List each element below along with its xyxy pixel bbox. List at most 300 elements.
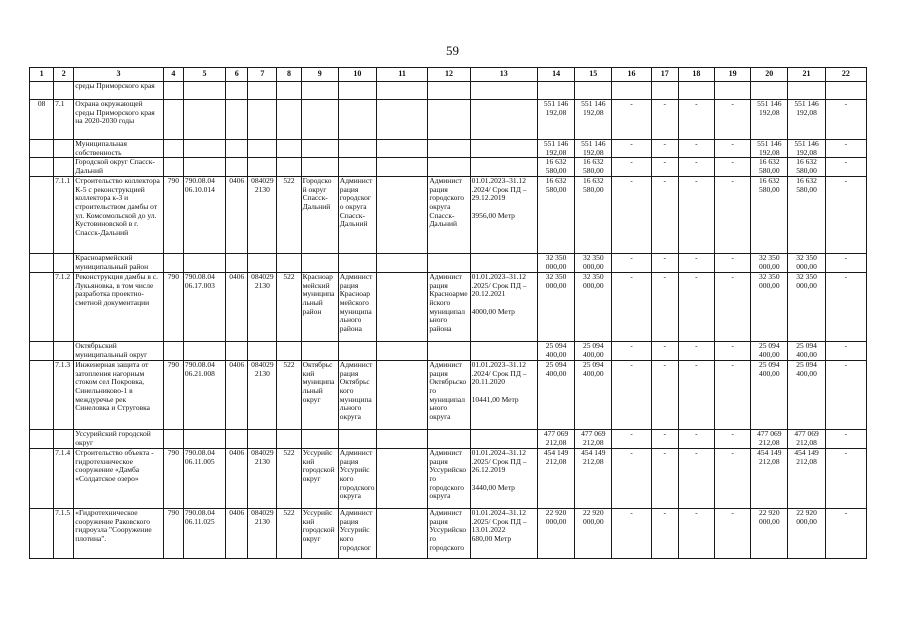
table-cell: 01.01.2024–31.12 .2025/ Срок ПД – 13.01.2022 680,00 Метр: [470, 509, 537, 559]
table-cell: [226, 430, 248, 449]
table-cell: -: [714, 273, 750, 342]
table-cell: 522: [277, 177, 301, 254]
table-cell: 551 146 192,08: [751, 140, 788, 158]
table-cell: [277, 254, 301, 273]
column-header-9: 9: [301, 68, 338, 82]
table-cell: 32 350 000,00: [575, 273, 612, 342]
table-cell: -: [825, 177, 866, 254]
table-row: [30, 158, 867, 177]
table-cell: -: [651, 140, 678, 158]
table-cell: 790: [163, 177, 183, 254]
table-cell: 7.1.2: [54, 273, 74, 342]
table-row: [30, 177, 867, 254]
column-header-12: 12: [428, 68, 470, 82]
table-cell: [377, 449, 428, 509]
table-cell: -: [612, 509, 651, 559]
table-cell: [575, 82, 612, 100]
table-cell: -: [678, 430, 714, 449]
table-cell: [714, 82, 750, 100]
table-cell: 32 350 000,00: [751, 273, 788, 342]
table-cell: [470, 254, 537, 273]
page-number: 59: [446, 43, 459, 58]
table-cell: [377, 82, 428, 100]
table-cell: Админист рация Октябрьско го муниципал ьного округа: [428, 361, 470, 430]
column-header-18: 18: [678, 68, 714, 82]
table-cell: 0406: [226, 177, 248, 254]
table-row: [30, 273, 867, 342]
table-cell: [30, 361, 54, 430]
table-cell: -: [714, 430, 750, 449]
table-cell: Городско й округ Спасск-Дальний: [301, 177, 338, 254]
table-cell: -: [714, 254, 750, 273]
table-cell: [54, 254, 74, 273]
table-cell: -: [825, 509, 866, 559]
table-cell: [226, 254, 248, 273]
table-cell: -: [714, 158, 750, 177]
table-cell: [377, 100, 428, 140]
table-cell: -: [825, 100, 866, 140]
table-cell: [30, 509, 54, 559]
table-cell: 7.1.4: [54, 449, 74, 509]
column-header-8: 8: [277, 68, 301, 82]
table-cell: 01.01.2023–31.12 .2025/ Срок ПД – 20.12.2021 4000,00 Метр: [470, 273, 537, 342]
table-cell: [30, 273, 54, 342]
table-cell: -: [678, 342, 714, 361]
table-cell: -: [714, 140, 750, 158]
table-cell: -: [651, 177, 678, 254]
table-cell: [30, 254, 54, 273]
table-cell: [248, 82, 277, 100]
table-cell: 454 149 212,08: [537, 449, 574, 509]
table-cell: [183, 100, 225, 140]
table-cell: [163, 254, 183, 273]
table-cell: 0406: [226, 361, 248, 430]
table-cell: [338, 342, 376, 361]
table-cell: -: [678, 254, 714, 273]
table-cell: 551 146 192,08: [575, 140, 612, 158]
table-cell: -: [825, 342, 866, 361]
table-cell: [277, 158, 301, 177]
table-cell: [470, 82, 537, 100]
table-cell: 551 146 192,08: [788, 100, 825, 140]
table-cell: [30, 430, 54, 449]
table-cell: -: [678, 158, 714, 177]
table-cell: [183, 140, 225, 158]
table-cell: [226, 342, 248, 361]
table-cell: [226, 140, 248, 158]
table-cell: [277, 140, 301, 158]
table-cell: [183, 254, 225, 273]
table-cell: -: [651, 449, 678, 509]
table-cell: [377, 273, 428, 342]
table-cell: Админист рация Красноарме йского муниципал ьного района: [428, 273, 470, 342]
table-cell: 454 149 212,08: [751, 449, 788, 509]
table-cell: 25 094 400,00: [788, 361, 825, 430]
table-cell: 477 069 212,08: [788, 430, 825, 449]
table-cell: Админист рация Октябрьс кого муниципа льного округа: [338, 361, 376, 430]
table-cell: [248, 158, 277, 177]
table-cell: -: [825, 273, 866, 342]
table-cell: 0406: [226, 509, 248, 559]
table-cell: [338, 82, 376, 100]
table-cell: 790.08.04 06.21.008: [183, 361, 225, 430]
table-cell: -: [714, 100, 750, 140]
table-cell: -: [678, 509, 714, 559]
table-row: [30, 342, 867, 361]
table-cell: [163, 82, 183, 100]
table-cell: -: [612, 100, 651, 140]
table-cell: [183, 430, 225, 449]
table-cell: Админист рация Уссурийс кого городског: [338, 509, 376, 559]
table-cell: 790.08.04 06.11.025: [183, 509, 225, 559]
table-cell: [428, 430, 470, 449]
table-cell: 522: [277, 273, 301, 342]
table-cell: Красноар мейский муниципа льный район: [301, 273, 338, 342]
column-header-22: 22: [825, 68, 866, 82]
column-header-10: 10: [338, 68, 376, 82]
table-cell: 16 632 580,00: [751, 177, 788, 254]
table-cell: 522: [277, 361, 301, 430]
column-header-7: 7: [248, 68, 277, 82]
table-cell: [301, 140, 338, 158]
table-cell: Реконструкция дамбы в с. Лукьяновка, в том числе разработка проектно-сметной документации: [74, 273, 164, 342]
table-cell: -: [714, 177, 750, 254]
table-cell: [277, 430, 301, 449]
table-cell: -: [612, 273, 651, 342]
table-cell: -: [612, 158, 651, 177]
table-cell: 01.01.2023–31.12 .2024/ Срок ПД – 20.11.2020 10441,00 Метр: [470, 361, 537, 430]
table-cell: Уссурийс кий городской округ: [301, 509, 338, 559]
table-cell: [470, 100, 537, 140]
table-cell: 01.01.2024–31.12 .2025/ Срок ПД – 26.12.2019 3440,00 Метр: [470, 449, 537, 509]
table-cell: Инженерная защита от затопления нагорным стоком сел Покровка, Синельниково-1 в междуречье рек Синеловка и Струговка: [74, 361, 164, 430]
table-cell: [301, 430, 338, 449]
table-cell: [54, 82, 74, 100]
table-cell: 084029 2130: [248, 273, 277, 342]
table-cell: [248, 254, 277, 273]
table-cell: 25 094 400,00: [751, 342, 788, 361]
table-cell: 790: [163, 273, 183, 342]
table-cell: [54, 140, 74, 158]
table-cell: [825, 82, 866, 100]
column-header-6: 6: [226, 68, 248, 82]
table-cell: -: [651, 509, 678, 559]
table-cell: 7.1.5: [54, 509, 74, 559]
table-cell: 790.08.04 06.11.005: [183, 449, 225, 509]
column-header-13: 13: [470, 68, 537, 82]
table-cell: 08: [30, 100, 54, 140]
table-cell: -: [678, 177, 714, 254]
table-cell: Октябрьс кий муниципа льный округ: [301, 361, 338, 430]
table-cell: 7.1.1: [54, 177, 74, 254]
table-cell: [30, 140, 54, 158]
table-cell: 25 094 400,00: [537, 342, 574, 361]
table-cell: [226, 100, 248, 140]
table-row: [30, 449, 867, 509]
table-row: [30, 509, 867, 559]
table-cell: Админист рация городског о округа Спасск-Дальний: [338, 177, 376, 254]
table-cell: 16 632 580,00: [537, 177, 574, 254]
table-cell: [428, 254, 470, 273]
column-header-2: 2: [54, 68, 74, 82]
table-cell: [163, 140, 183, 158]
table-cell: [301, 100, 338, 140]
table-cell: среды Приморского края: [74, 82, 164, 100]
table-cell: Строительство объекта - гидротехническое сооружение «Дамба «Солдатское озеро»: [74, 449, 164, 509]
table-cell: [301, 82, 338, 100]
table-cell: 551 146 192,08: [537, 140, 574, 158]
table-cell: 454 149 212,08: [788, 449, 825, 509]
table-cell: [277, 82, 301, 100]
table-cell: Уссурийский городской округ: [74, 430, 164, 449]
table-cell: [338, 430, 376, 449]
table-cell: [338, 100, 376, 140]
column-header-15: 15: [575, 68, 612, 82]
table-cell: [183, 342, 225, 361]
table-cell: -: [678, 361, 714, 430]
table-row: [30, 430, 867, 449]
table-cell: -: [651, 100, 678, 140]
table-cell: 477 069 212,08: [537, 430, 574, 449]
table-cell: 16 632 580,00: [788, 177, 825, 254]
table-cell: [163, 100, 183, 140]
column-header-19: 19: [714, 68, 750, 82]
table-cell: 25 094 400,00: [537, 361, 574, 430]
table-cell: 32 350 000,00: [788, 273, 825, 342]
table-cell: 22 920 000,00: [788, 509, 825, 559]
table-cell: -: [714, 342, 750, 361]
table-cell: [428, 158, 470, 177]
column-header-4: 4: [163, 68, 183, 82]
table-cell: [377, 509, 428, 559]
table-row: [30, 82, 867, 100]
table-cell: [338, 140, 376, 158]
table-cell: [248, 140, 277, 158]
table-cell: [377, 140, 428, 158]
table-cell: Строительство коллектора К-5 с реконструкцией коллектора к-3 и строительством дамбы от ул. Комсомольской до ул. Кустовиновской в г. Спасск-Дальний: [74, 177, 164, 254]
table-cell: -: [678, 100, 714, 140]
table-cell: [163, 158, 183, 177]
table-cell: 16 632 580,00: [575, 158, 612, 177]
table-cell: -: [678, 449, 714, 509]
table-cell: 7.1.3: [54, 361, 74, 430]
table-cell: Октябрьский муниципальный округ: [74, 342, 164, 361]
table-cell: [377, 158, 428, 177]
table-cell: [248, 100, 277, 140]
table-cell: -: [825, 430, 866, 449]
table-row: [30, 361, 867, 430]
table-cell: [377, 177, 428, 254]
column-header-1: 1: [30, 68, 54, 82]
table-cell: 16 632 580,00: [575, 177, 612, 254]
table-cell: -: [678, 140, 714, 158]
table-cell: [301, 254, 338, 273]
table-cell: -: [651, 342, 678, 361]
column-header-17: 17: [651, 68, 678, 82]
table-cell: 7.1: [54, 100, 74, 140]
table-cell: 790.08.04 06.17.003: [183, 273, 225, 342]
table-cell: 084029 2130: [248, 177, 277, 254]
program-table: [29, 67, 867, 559]
table-cell: 25 094 400,00: [575, 361, 612, 430]
table-cell: [651, 82, 678, 100]
table-cell: 22 920 000,00: [575, 509, 612, 559]
table-cell: 790: [163, 361, 183, 430]
table-cell: -: [612, 361, 651, 430]
table-cell: [470, 140, 537, 158]
table-cell: 551 146 192,08: [788, 140, 825, 158]
table-cell: -: [612, 430, 651, 449]
table-cell: Админист рация городского округа Спасск-Дальний: [428, 177, 470, 254]
table-cell: 32 350 000,00: [751, 254, 788, 273]
table-cell: 084029 2130: [248, 449, 277, 509]
table-cell: -: [612, 177, 651, 254]
table-cell: -: [714, 361, 750, 430]
table-cell: Админист рация Уссурийско го городского округа: [428, 449, 470, 509]
table-cell: Админист рация Уссурийс кого городского округа: [338, 449, 376, 509]
table-cell: [301, 342, 338, 361]
table-cell: [377, 254, 428, 273]
table-cell: [470, 158, 537, 177]
column-header-14: 14: [537, 68, 574, 82]
table-cell: -: [678, 273, 714, 342]
table-cell: [30, 158, 54, 177]
table-cell: [226, 82, 248, 100]
table-cell: [338, 254, 376, 273]
table-cell: -: [612, 342, 651, 361]
table-cell: -: [825, 361, 866, 430]
table-cell: Муниципальная собственность: [74, 140, 164, 158]
table-cell: -: [612, 449, 651, 509]
table-cell: 22 920 000,00: [751, 509, 788, 559]
table-cell: [163, 430, 183, 449]
column-header-20: 20: [751, 68, 788, 82]
table-cell: [30, 82, 54, 100]
table-cell: 551 146 192,08: [751, 100, 788, 140]
table-cell: -: [714, 449, 750, 509]
table-cell: [338, 158, 376, 177]
table-cell: 084029 2130: [248, 361, 277, 430]
table-cell: -: [651, 158, 678, 177]
table-cell: [30, 449, 54, 509]
table-cell: [183, 158, 225, 177]
table-cell: 16 632 580,00: [537, 158, 574, 177]
table-cell: -: [825, 449, 866, 509]
table-cell: [226, 158, 248, 177]
table-cell: 01.01.2023–31.12 .2024/ Срок ПД – 29.12.2019 3956,00 Метр: [470, 177, 537, 254]
table-cell: [537, 82, 574, 100]
table-cell: 551 146 192,08: [537, 100, 574, 140]
column-header-21: 21: [788, 68, 825, 82]
table-cell: Админист рация Уссурийско го городского: [428, 509, 470, 559]
table-cell: 790: [163, 509, 183, 559]
table-cell: 16 632 580,00: [788, 158, 825, 177]
table-cell: [788, 82, 825, 100]
table-cell: Красноармейский муниципальный район: [74, 254, 164, 273]
table-cell: 32 350 000,00: [575, 254, 612, 273]
table-cell: [428, 342, 470, 361]
table-cell: 454 149 212,08: [575, 449, 612, 509]
table-cell: [248, 342, 277, 361]
table-cell: [54, 430, 74, 449]
table-cell: 32 350 000,00: [788, 254, 825, 273]
table-cell: Админист рация Красноар мейского муниципа льного района: [338, 273, 376, 342]
table-cell: 16 632 580,00: [751, 158, 788, 177]
table-cell: Уссурийс кий городской округ: [301, 449, 338, 509]
table-row: [30, 100, 867, 140]
table-cell: -: [714, 509, 750, 559]
table-cell: [377, 342, 428, 361]
table-cell: 522: [277, 509, 301, 559]
table-cell: [428, 100, 470, 140]
table-cell: [277, 342, 301, 361]
table-cell: 0406: [226, 449, 248, 509]
table-cell: [377, 430, 428, 449]
table-cell: 25 094 400,00: [751, 361, 788, 430]
table-cell: 477 069 212,08: [575, 430, 612, 449]
table-cell: [470, 342, 537, 361]
table-cell: 25 094 400,00: [788, 342, 825, 361]
table-cell: [248, 430, 277, 449]
column-header-11: 11: [377, 68, 428, 82]
table-cell: 551 146 192,08: [575, 100, 612, 140]
table-row: [30, 140, 867, 158]
table-cell: 790: [163, 449, 183, 509]
header-row: [30, 68, 867, 82]
table-cell: 22 920 000,00: [537, 509, 574, 559]
table-cell: 0406: [226, 273, 248, 342]
table-cell: [54, 342, 74, 361]
table-cell: [612, 82, 651, 100]
table-cell: 477 069 212,08: [751, 430, 788, 449]
table-cell: [678, 82, 714, 100]
table-cell: [30, 342, 54, 361]
table-cell: [428, 140, 470, 158]
table-cell: -: [651, 430, 678, 449]
table-cell: -: [612, 140, 651, 158]
table-cell: -: [825, 140, 866, 158]
table-cell: -: [825, 158, 866, 177]
column-header-3: 3: [74, 68, 164, 82]
table-cell: -: [651, 273, 678, 342]
table-cell: [301, 158, 338, 177]
table-cell: 25 094 400,00: [575, 342, 612, 361]
column-header-16: 16: [612, 68, 651, 82]
table-cell: 522: [277, 449, 301, 509]
table-cell: [428, 82, 470, 100]
table-cell: -: [651, 254, 678, 273]
table-cell: -: [825, 254, 866, 273]
table-cell: «Гидротехническое сооружение Раковского гидроузла "Сооружение плотина".: [74, 509, 164, 559]
table-cell: [377, 361, 428, 430]
table-cell: 790.08.04 06.10.014: [183, 177, 225, 254]
table-cell: [183, 82, 225, 100]
table-cell: 32 350 000,00: [537, 273, 574, 342]
table-cell: [30, 177, 54, 254]
table-cell: [54, 158, 74, 177]
table-cell: Охрана окружающей среды Приморского края на 2020-2030 годы: [74, 100, 164, 140]
table-cell: 32 350 000,00: [537, 254, 574, 273]
table-cell: [470, 430, 537, 449]
table-cell: -: [612, 254, 651, 273]
table-row: [30, 254, 867, 273]
table-cell: Городской округ Спасск-Дальний: [74, 158, 164, 177]
table-cell: [277, 100, 301, 140]
table-cell: -: [651, 361, 678, 430]
table-cell: [163, 342, 183, 361]
table-cell: 084029 2130: [248, 509, 277, 559]
table-cell: [751, 82, 788, 100]
